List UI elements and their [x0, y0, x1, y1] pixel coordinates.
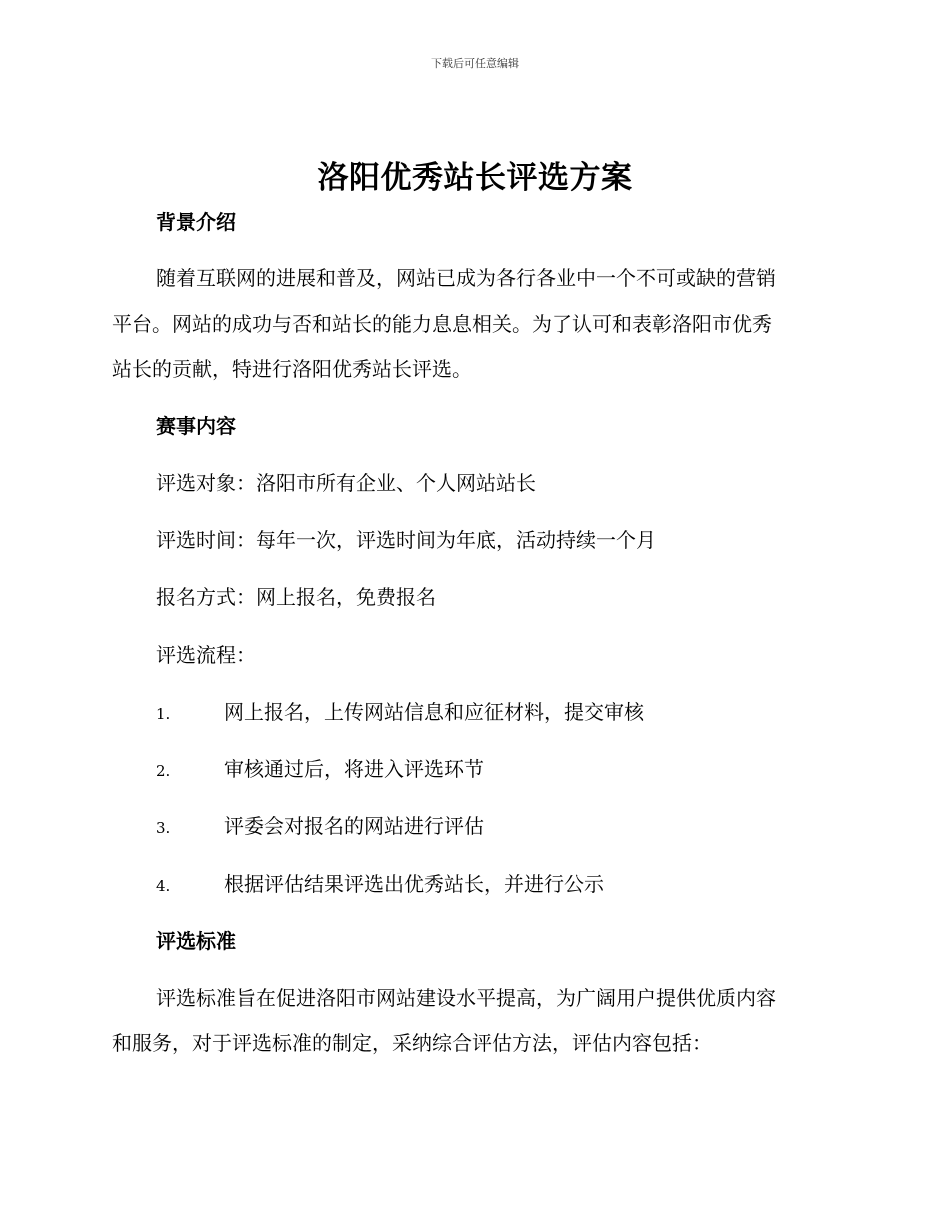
list-item	[156, 862, 604, 909]
content-target: 评选对象：洛阳市所有企业、个人网站站长	[156, 471, 536, 495]
paragraph-line: 平台。网站的成功与否和站长的能力息息相关。为了认可和表彰洛阳市优秀	[112, 312, 772, 336]
list-text: 评委会对报名的网站进行评估	[224, 814, 484, 838]
list-number: 4.	[156, 877, 171, 895]
content-time: 评选时间：每年一次，评选时间为年底，活动持续一个月	[156, 528, 656, 552]
paragraph-line: 评选标准旨在促进洛阳市网站建设水平提高，为广阔用户提供优质内容	[156, 986, 776, 1010]
paragraph-line: 站长的贡献，特进行洛阳优秀站长评选。	[112, 357, 472, 381]
content-signup: 报名方式：网上报名，免费报名	[156, 585, 436, 609]
list-item	[156, 747, 484, 794]
list-text: 根据评估结果评选出优秀站长，并进行公示	[224, 872, 604, 896]
list-number: 2.	[156, 762, 171, 780]
list-item	[156, 804, 484, 851]
section-heading-content: 赛事内容	[156, 414, 236, 438]
header-note: 下载后可任意编辑	[431, 57, 519, 70]
paragraph-line: 和服务，对于评选标准的制定，采纳综合评估方法，评估内容包括：	[112, 1031, 712, 1055]
list-text: 网上报名，上传网站信息和应征材料，提交审核	[224, 700, 644, 724]
section-heading-criteria: 评选标准	[156, 929, 236, 953]
content-process-label: 评选流程：	[156, 643, 256, 667]
list-text: 审核通过后，将进入评选环节	[224, 757, 484, 781]
paragraph-line: 随着互联网的进展和普及，网站已成为各行各业中一个不可或缺的营销	[156, 266, 776, 290]
list-item	[156, 690, 644, 737]
list-number: 1.	[156, 705, 171, 723]
section-heading-background: 背景介绍	[156, 210, 236, 234]
document-title: 洛阳优秀站长评选方案	[317, 160, 633, 196]
list-number: 3.	[156, 819, 171, 837]
